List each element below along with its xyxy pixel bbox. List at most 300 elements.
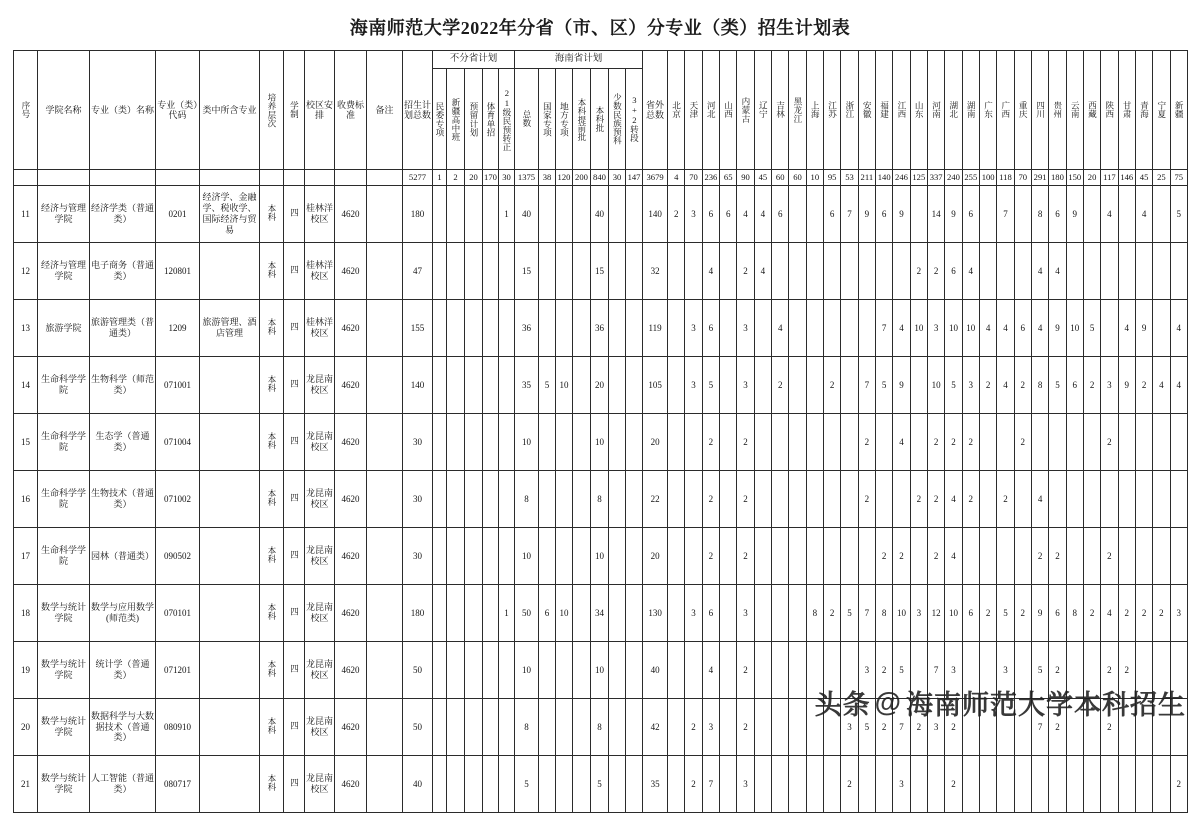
- cell-province: 5: [1049, 357, 1066, 414]
- cell-province: 4: [979, 300, 996, 357]
- cell-province: [789, 357, 806, 414]
- cell-province: 3: [737, 585, 754, 642]
- cell-province: 8: [1031, 357, 1048, 414]
- watermark-prefix: 头条: [814, 690, 871, 720]
- header-province: [1135, 51, 1152, 170]
- header-hainan-label: 3+2转段: [629, 95, 640, 143]
- header-years: 学制: [284, 51, 305, 170]
- cell-unassigned: [465, 243, 483, 300]
- cell-plan-total: 30: [403, 471, 433, 528]
- cell-province: [979, 756, 996, 813]
- cell-province: 4: [1049, 243, 1066, 300]
- cell-province: [1135, 699, 1152, 756]
- cell-hainan: [609, 357, 626, 414]
- cell-province: 2: [910, 243, 927, 300]
- cell-province: [841, 243, 858, 300]
- cell-province: [1170, 528, 1187, 585]
- vertical-text: 本科: [266, 603, 277, 621]
- cell-hainan: [609, 756, 626, 813]
- cell-hainan: 35: [515, 357, 539, 414]
- cell-province: [1135, 642, 1152, 699]
- cell-province: [685, 243, 702, 300]
- cell-level: [260, 528, 284, 585]
- cell-unassigned: [433, 528, 447, 585]
- totals-blank: [200, 170, 260, 186]
- cell-province: 2: [858, 471, 875, 528]
- table-row: [14, 756, 1188, 813]
- header-province: [927, 51, 944, 170]
- cell-unassigned: [483, 186, 499, 243]
- cell-province: 14: [927, 186, 944, 243]
- cell-years: [284, 699, 305, 756]
- header-college: 学院名称: [38, 51, 90, 170]
- cell-major: 数据科学与大数据技术（普通类）: [90, 699, 156, 756]
- cell-province: [789, 756, 806, 813]
- cell-province: 3: [737, 357, 754, 414]
- header-seq: 序号: [14, 51, 38, 170]
- cell-province: [668, 471, 685, 528]
- cell-province: 2: [927, 471, 944, 528]
- cell-hainan: [609, 471, 626, 528]
- cell-province: [841, 471, 858, 528]
- cell-province: 2: [1101, 699, 1118, 756]
- header-hainan-item: [573, 69, 591, 170]
- cell-province: 10: [945, 585, 962, 642]
- cell-hainan: 40: [515, 186, 539, 243]
- cell-province: 4: [997, 300, 1014, 357]
- header-hainan-item: [626, 69, 643, 170]
- cell-province: 5: [1170, 186, 1187, 243]
- cell-unassigned: [499, 414, 515, 471]
- cell-province: [1066, 528, 1083, 585]
- cell-province: [1118, 756, 1135, 813]
- cell-province: [1066, 471, 1083, 528]
- cell-unassigned: [447, 243, 465, 300]
- enrollment-plan-table: [13, 50, 1188, 813]
- cell-outside-total: 105: [643, 357, 668, 414]
- totals-province: 45: [1135, 170, 1152, 186]
- header-province: [824, 51, 841, 170]
- cell-fee: 4620: [335, 471, 367, 528]
- header-plan-total: 招生计划总数: [403, 51, 433, 170]
- cell-major-code: 1209: [156, 300, 200, 357]
- cell-province: 4: [1031, 300, 1048, 357]
- cell-hainan: [573, 756, 591, 813]
- cell-province: 2: [1118, 642, 1135, 699]
- cell-province: [772, 756, 789, 813]
- cell-province: [1153, 699, 1170, 756]
- cell-province: 8: [876, 585, 893, 642]
- vertical-text: 四: [289, 550, 300, 559]
- cell-province: [1083, 528, 1100, 585]
- vertical-text: 四: [289, 379, 300, 388]
- header-province: [1014, 51, 1031, 170]
- cell-province: 7: [858, 357, 875, 414]
- cell-unassigned: [465, 186, 483, 243]
- vertical-text: 本科: [266, 318, 277, 336]
- cell-province: [668, 300, 685, 357]
- cell-province: 2: [737, 642, 754, 699]
- cell-note: [367, 471, 403, 528]
- cell-years: [284, 756, 305, 813]
- cell-province: [1083, 699, 1100, 756]
- cell-province: [1170, 699, 1187, 756]
- header-province: [876, 51, 893, 170]
- totals-province: 90: [737, 170, 754, 186]
- cell-major: 经济学类（普通类）: [90, 186, 156, 243]
- cell-province: 2: [668, 186, 685, 243]
- table-row: [14, 414, 1188, 471]
- cell-province: [1066, 642, 1083, 699]
- cell-included-majors: [200, 642, 260, 699]
- cell-hainan: 5: [515, 756, 539, 813]
- cell-unassigned: 1: [499, 585, 515, 642]
- cell-province: 4: [737, 186, 754, 243]
- cell-province: [806, 357, 823, 414]
- cell-fee: 4620: [335, 414, 367, 471]
- cell-hainan: [556, 471, 573, 528]
- cell-province: 4: [962, 243, 979, 300]
- cell-major-code: 071004: [156, 414, 200, 471]
- vertical-text: 本科: [266, 774, 277, 792]
- cell-province: 2: [876, 699, 893, 756]
- header-province-label: 山西: [723, 101, 734, 119]
- cell-hainan: [539, 471, 556, 528]
- cell-fee: 4620: [335, 357, 367, 414]
- header-unassigned-label: 21级民预转正: [501, 87, 512, 151]
- totals-unassigned: 170: [483, 170, 499, 186]
- cell-note: [367, 186, 403, 243]
- cell-unassigned: [433, 357, 447, 414]
- totals-province: 70: [685, 170, 702, 186]
- cell-province: [841, 642, 858, 699]
- cell-unassigned: [483, 642, 499, 699]
- header-province-label: 宁夏: [1156, 101, 1167, 119]
- cell-campus: 龙昆南校区: [305, 585, 335, 642]
- totals-province: 70: [1014, 170, 1031, 186]
- cell-province: [685, 528, 702, 585]
- totals-blank: [260, 170, 284, 186]
- cell-unassigned: [499, 357, 515, 414]
- header-province: [979, 51, 996, 170]
- cell-province: [979, 528, 996, 585]
- header-unassigned-item: [465, 69, 483, 170]
- cell-province: 4: [1170, 300, 1187, 357]
- cell-years: [284, 357, 305, 414]
- group-header-unassigned-plan: 不分省计划: [433, 51, 515, 69]
- cell-province: 2: [1170, 756, 1187, 813]
- cell-college: 经济与管理学院: [38, 243, 90, 300]
- cell-province: [858, 756, 875, 813]
- header-province-label: 广西: [1000, 101, 1011, 119]
- cell-province: 5: [945, 357, 962, 414]
- table-row: [14, 585, 1188, 642]
- cell-province: 4: [702, 243, 719, 300]
- cell-province: [1118, 471, 1135, 528]
- cell-province: 9: [1135, 300, 1152, 357]
- cell-province: 2: [824, 357, 841, 414]
- cell-province: [1083, 186, 1100, 243]
- cell-level: [260, 357, 284, 414]
- cell-province: 6: [1049, 186, 1066, 243]
- cell-hainan: 8: [515, 699, 539, 756]
- cell-province: 3: [997, 642, 1014, 699]
- cell-hainan: [626, 585, 643, 642]
- cell-province: 2: [737, 414, 754, 471]
- cell-province: [668, 528, 685, 585]
- cell-included-majors: 经济学、金融学、税收学、国际经济与贸易: [200, 186, 260, 243]
- header-hainan-item: [556, 69, 573, 170]
- cell-province: [979, 471, 996, 528]
- cell-province: 2: [1014, 357, 1031, 414]
- header-province-label: 内蒙古: [740, 97, 751, 123]
- cell-province: [789, 528, 806, 585]
- cell-included-majors: [200, 528, 260, 585]
- totals-unassigned: 30: [499, 170, 515, 186]
- cell-plan-total: 140: [403, 357, 433, 414]
- cell-province: [720, 699, 737, 756]
- totals-blank: [367, 170, 403, 186]
- cell-hainan: [626, 414, 643, 471]
- cell-hainan: 5: [539, 357, 556, 414]
- cell-province: [1049, 756, 1066, 813]
- cell-note: [367, 756, 403, 813]
- cell-hainan: [573, 585, 591, 642]
- cell-campus: 龙昆南校区: [305, 528, 335, 585]
- cell-province: [876, 414, 893, 471]
- header-province: [737, 51, 754, 170]
- cell-province: [789, 243, 806, 300]
- cell-province: [1170, 471, 1187, 528]
- cell-province: 2: [737, 471, 754, 528]
- cell-unassigned: [447, 756, 465, 813]
- cell-province: [668, 357, 685, 414]
- cell-province: 2: [1101, 642, 1118, 699]
- cell-level: [260, 756, 284, 813]
- header-province-label: 甘肃: [1122, 101, 1133, 119]
- cell-province: 2: [737, 243, 754, 300]
- cell-province: [806, 243, 823, 300]
- cell-fee: 4620: [335, 585, 367, 642]
- cell-province: 4: [893, 300, 910, 357]
- header-unassigned-label: 体育单招: [485, 101, 496, 137]
- cell-province: [824, 471, 841, 528]
- cell-hainan: 15: [515, 243, 539, 300]
- cell-plan-total: 40: [403, 756, 433, 813]
- totals-hainan: 38: [539, 170, 556, 186]
- cell-province: [841, 528, 858, 585]
- cell-province: [1101, 756, 1118, 813]
- table-row: [14, 300, 1188, 357]
- header-hainan-item: [515, 69, 539, 170]
- cell-hainan: [556, 300, 573, 357]
- totals-row: [14, 170, 1188, 186]
- cell-hainan: [573, 357, 591, 414]
- vertical-text: 四: [289, 265, 300, 274]
- cell-unassigned: [447, 528, 465, 585]
- cell-unassigned: [433, 585, 447, 642]
- cell-province: [789, 642, 806, 699]
- table-row: [14, 471, 1188, 528]
- cell-province: 2: [1135, 357, 1152, 414]
- cell-province: [1153, 300, 1170, 357]
- header-province: [1031, 51, 1048, 170]
- cell-province: 12: [927, 585, 944, 642]
- header-province: [1153, 51, 1170, 170]
- cell-province: 6: [720, 186, 737, 243]
- cell-included-majors: 旅游管理、酒店管理: [200, 300, 260, 357]
- header-province: [1170, 51, 1187, 170]
- cell-unassigned: [433, 243, 447, 300]
- cell-province: [1083, 642, 1100, 699]
- cell-province: [962, 642, 979, 699]
- cell-hainan: [609, 585, 626, 642]
- header-unassigned-item: [433, 69, 447, 170]
- cell-province: 3: [685, 357, 702, 414]
- cell-hainan: 10: [591, 414, 609, 471]
- cell-province: [806, 642, 823, 699]
- cell-hainan: [539, 642, 556, 699]
- cell-province: [1066, 756, 1083, 813]
- cell-hainan: [573, 528, 591, 585]
- cell-province: [720, 756, 737, 813]
- cell-province: [962, 528, 979, 585]
- cell-seq: 16: [14, 471, 38, 528]
- cell-note: [367, 300, 403, 357]
- cell-hainan: [539, 186, 556, 243]
- group-header-hainan-plan: 海南省计划: [515, 51, 643, 69]
- totals-hainan: 200: [573, 170, 591, 186]
- cell-province: [927, 756, 944, 813]
- cell-unassigned: [483, 243, 499, 300]
- cell-college: 数学与统计学院: [38, 756, 90, 813]
- cell-major: 统计学（普通类）: [90, 642, 156, 699]
- cell-province: 3: [685, 585, 702, 642]
- cell-note: [367, 528, 403, 585]
- cell-included-majors: [200, 243, 260, 300]
- header-province-label: 广东: [983, 101, 994, 119]
- totals-province: 337: [927, 170, 944, 186]
- cell-unassigned: [465, 642, 483, 699]
- cell-campus: 龙昆南校区: [305, 357, 335, 414]
- cell-province: 2: [1153, 585, 1170, 642]
- totals-province: 150: [1066, 170, 1083, 186]
- cell-unassigned: [447, 642, 465, 699]
- cell-unassigned: [447, 186, 465, 243]
- totals-province: 140: [876, 170, 893, 186]
- cell-major: 生物技术（普通类）: [90, 471, 156, 528]
- cell-unassigned: [499, 528, 515, 585]
- totals-province: 45: [754, 170, 771, 186]
- cell-province: 8: [1031, 186, 1048, 243]
- cell-hainan: [556, 243, 573, 300]
- cell-province: 2: [945, 756, 962, 813]
- header-province: [841, 51, 858, 170]
- cell-hainan: [539, 756, 556, 813]
- header-hainan-label: 总数: [521, 110, 532, 128]
- cell-level: [260, 243, 284, 300]
- cell-level: [260, 471, 284, 528]
- cell-unassigned: [499, 756, 515, 813]
- header-province-label: 重庆: [1018, 101, 1029, 119]
- cell-note: [367, 585, 403, 642]
- cell-province: 10: [962, 300, 979, 357]
- cell-hainan: [609, 642, 626, 699]
- cell-province: [1153, 471, 1170, 528]
- cell-unassigned: [483, 528, 499, 585]
- cell-hainan: [539, 528, 556, 585]
- cell-province: 5: [702, 357, 719, 414]
- header-province-label: 河北: [706, 101, 717, 119]
- cell-college: 生命科学学院: [38, 471, 90, 528]
- cell-province: 2: [737, 699, 754, 756]
- cell-unassigned: [483, 414, 499, 471]
- cell-hainan: [626, 243, 643, 300]
- cell-province: 4: [1135, 186, 1152, 243]
- cell-province: [910, 357, 927, 414]
- cell-province: 2: [737, 528, 754, 585]
- cell-province: [772, 414, 789, 471]
- cell-province: 4: [1118, 300, 1135, 357]
- cell-province: 4: [1031, 471, 1048, 528]
- cell-province: 2: [1118, 585, 1135, 642]
- cell-province: 2: [876, 642, 893, 699]
- cell-province: [806, 300, 823, 357]
- cell-unassigned: [465, 699, 483, 756]
- table-row: [14, 642, 1188, 699]
- cell-province: 4: [702, 642, 719, 699]
- cell-province: [772, 585, 789, 642]
- cell-province: 2: [1135, 585, 1152, 642]
- cell-province: [806, 699, 823, 756]
- cell-province: [1153, 756, 1170, 813]
- cell-unassigned: [447, 699, 465, 756]
- cell-campus: 桂林洋校区: [305, 243, 335, 300]
- cell-province: 6: [876, 186, 893, 243]
- cell-plan-total: 180: [403, 186, 433, 243]
- vertical-text: 本科: [266, 375, 277, 393]
- vertical-text: 本科: [266, 717, 277, 735]
- header-province: [910, 51, 927, 170]
- cell-hainan: 8: [515, 471, 539, 528]
- header-fee: 收费标准: [335, 51, 367, 170]
- cell-province: 7: [997, 186, 1014, 243]
- cell-province: [685, 642, 702, 699]
- cell-province: [997, 243, 1014, 300]
- cell-years: [284, 243, 305, 300]
- cell-level: [260, 585, 284, 642]
- cell-province: 3: [685, 186, 702, 243]
- cell-level: [260, 414, 284, 471]
- cell-included-majors: [200, 756, 260, 813]
- cell-province: [806, 414, 823, 471]
- cell-province: [997, 699, 1014, 756]
- cell-outside-total: 20: [643, 414, 668, 471]
- cell-province: 3: [702, 699, 719, 756]
- cell-province: 6: [702, 585, 719, 642]
- cell-province: [997, 756, 1014, 813]
- cell-included-majors: [200, 585, 260, 642]
- cell-province: [1135, 528, 1152, 585]
- cell-province: [876, 756, 893, 813]
- cell-province: 2: [824, 585, 841, 642]
- cell-province: [962, 699, 979, 756]
- header-province-label: 吉林: [775, 101, 786, 119]
- cell-province: [824, 414, 841, 471]
- cell-hainan: 10: [515, 414, 539, 471]
- cell-province: 9: [1049, 300, 1066, 357]
- cell-province: 6: [1066, 357, 1083, 414]
